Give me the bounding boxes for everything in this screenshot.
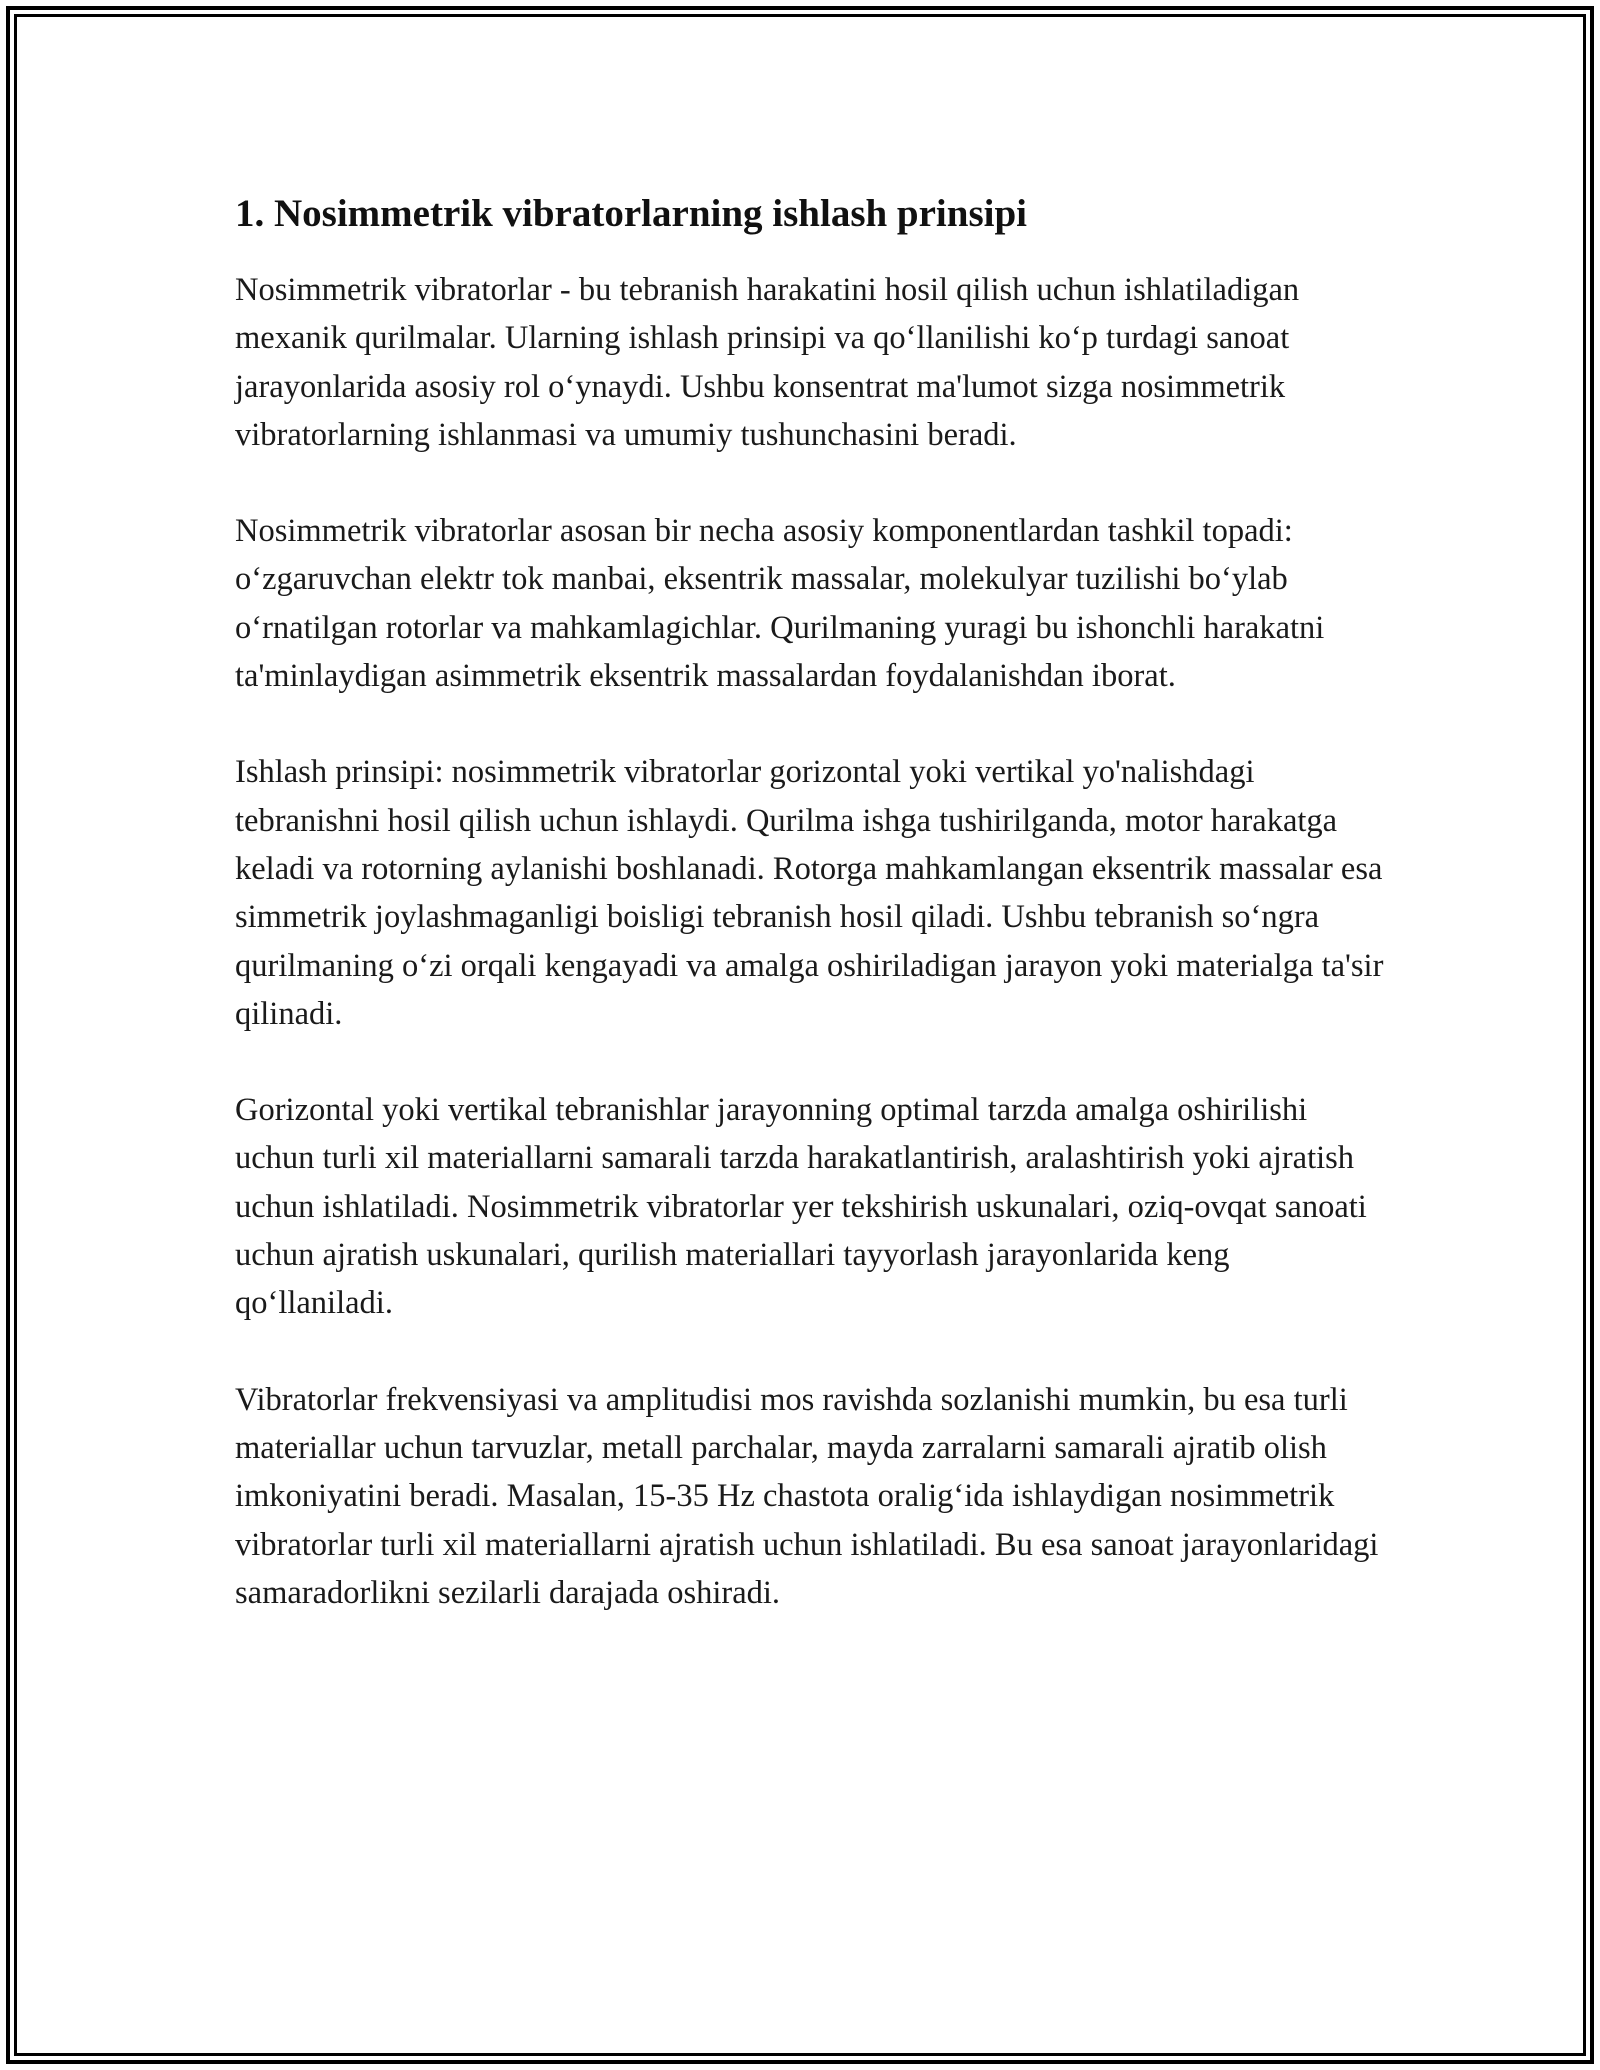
paragraph-intro: Nosimmetrik vibratorlar - bu tebranish harakatini hosil qilish uchun ishlatiladigan mexanik qurilmalar. Ularning ishlash prinsipi va qo‘llanilishi ko‘p turdagi sanoat jarayonlarida asosiy rol o‘ynaydi. Ushbu konsentrat ma'lumot sizga nosimmetrik vibratorlarning ishlanmasi va umumiy tushunchasini beradi. <box>235 272 1300 453</box>
section-heading: 1. Nosimmetrik vibratorlarning ishlash prinsipi <box>235 192 1027 235</box>
paragraph-frequency: Vibratorlar frekvensiyasi va amplitudisi mos ravishda sozlanishi mumkin, bu esa turli materiallar uchun tarvuzlar, metall parchalar, mayda zarralarni samarali ajratib olish imkoniyatini beradi. Masalan, 15-35 Hz chastota oralig‘ida ishlaydigan nosimmetrik vibratorlar turli xil materiallarni ajratish uchun ishlatiladi. Bu esa sanoat jarayonlaridagi samaradorlikni sezilarli darajada oshiradi. <box>235 1381 1379 1611</box>
paragraph-components: Nosimmetrik vibratorlar asosan bir necha asosiy komponentlardan tashkil topadi: o‘zgaruvchan elektr tok manbai, eksentrik massalar, molekulyar tuzilishi bo‘ylab o‘rnatilgan rotorlar va mahkamlagichlar. Qurilmaning yuragi bu ishonchli harakatni ta'minlaydigan asimmetrik eksentrik massalardan foydalanishdan iborat. <box>235 513 1325 695</box>
paragraph-applications: Gorizontal yoki vertikal tebranishlar jarayonning optimal tarzda amalga oshirilishi uchun turli xil materiallarni samarali tarzda harakatlantirish, aralashtirish yoki ajratish uchun ishlatiladi. Nosimmetrik vibratorlar yer tekshirish uskunalari, oziq-ovqat sanoati uchun ajratish uskunalari, qurilish materiallari tayyorlash jarayonlarida keng qo‘llaniladi. <box>235 1092 1367 1322</box>
document-body <box>235 188 1385 1665</box>
paragraph-working-principle: Ishlash prinsipi: nosimmetrik vibratorlar gorizontal yoki vertikal yo'nalishdagi tebranishni hosil qilish uchun ishlaydi. Qurilma ishga tushirilganda, motor harakatga keladi va rotorning aylanishi boshlanadi. Rotorga mahkamlangan eksentrik massalar esa simmetrik joylashmaganligi boisligi tebranish hosil qiladi. Ushbu tebranish so‘ngra qurilmaning o‘zi orqali kengayadi va amalga oshiriladigan jarayon yoki materialga ta'sir qilinadi. <box>235 754 1384 1032</box>
